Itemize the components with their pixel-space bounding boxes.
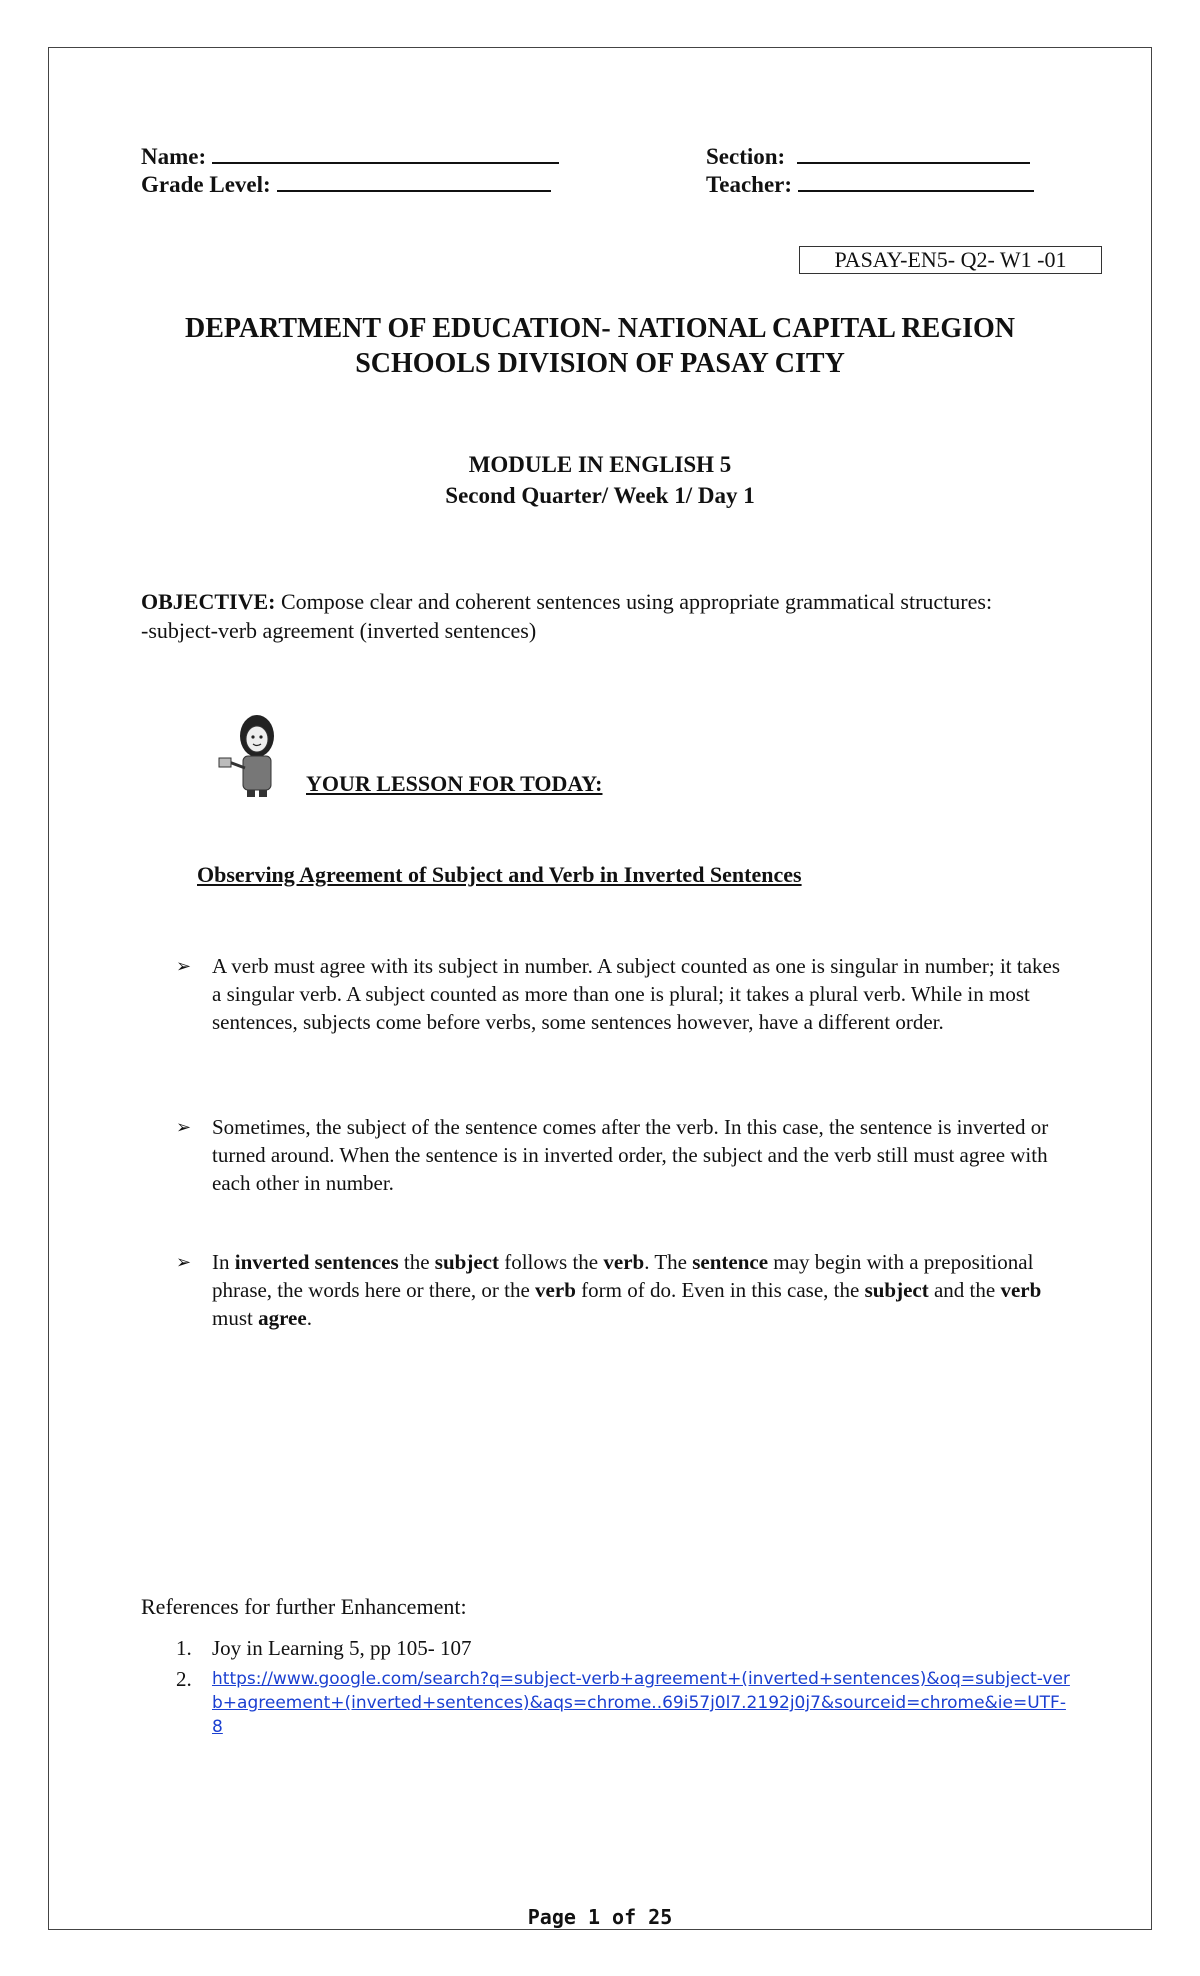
module-code: PASAY-EN5- Q2- W1 -01: [799, 246, 1102, 274]
grade-level-label: Grade Level:: [141, 172, 271, 197]
division-line: SCHOOLS DIVISION OF PASAY CITY: [355, 348, 845, 379]
section-label: Section:: [706, 144, 786, 169]
grade-level-field: [141, 170, 551, 199]
quarter-week-day: Second Quarter/ Week 1/ Day 1: [445, 483, 755, 508]
arrow-bullet-icon: ➢: [176, 1252, 192, 1272]
department-line: DEPARTMENT OF EDUCATION- NATIONAL CAPITAL REGION: [184, 313, 1016, 344]
reference-text: Joy in Learning 5, pp 105- 107: [212, 1636, 472, 1660]
section-blank[interactable]: [797, 142, 1030, 164]
lesson-subheading: Observing Agreement of Subject and Verb in Inverted Sentences: [197, 862, 802, 887]
module-title: [60, 449, 1140, 511]
section-field: [706, 142, 1030, 171]
arrow-bullet-icon: ➢: [176, 956, 192, 976]
grade-level-blank[interactable]: [277, 170, 551, 192]
arrow-bullet-icon: ➢: [176, 1117, 192, 1137]
objective: [141, 587, 1081, 645]
reference-link[interactable]: https://www.google.com/search?q=subject-verb+agreement+(inverted+sentences)&oq=subject-verb+agreement+(inverted+sentences)&aqs=chrome..69i57j0l7.2192j0j7&sourceid=chrome&ie=UTF-8: [212, 1669, 1070, 1737]
objective-line2: -subject-verb agreement (inverted sentences): [141, 618, 537, 643]
bullet-text-2: Sometimes, the subject of the sentence comes after the verb. In this case, the sentence is inverted or turned around. When the sentence is in inverted order, the subject and the verb still must agree with each other in number.: [212, 1115, 1049, 1195]
references-heading: References for further Enhancement:: [141, 1594, 467, 1619]
module-name: MODULE IN ENGLISH 5: [468, 452, 732, 477]
name-field: [141, 142, 559, 171]
teacher-label: Teacher:: [706, 172, 793, 197]
page-number: Page 1 of 25: [527, 1905, 673, 1929]
teacher-cartoon-icon: [213, 712, 291, 798]
teacher-field: [706, 170, 1034, 199]
reference-number: 2.: [176, 1667, 192, 1691]
objective-label: OBJECTIVE:: [141, 589, 276, 614]
lesson-heading: YOUR LESSON FOR TODAY:: [306, 771, 603, 796]
teacher-blank[interactable]: [798, 170, 1034, 192]
objective-text: Compose clear and coherent sentences using appropriate grammatical structures:: [275, 589, 993, 614]
name-label: Name:: [141, 144, 207, 169]
department-title: [60, 311, 1140, 381]
bullet-text-1: A verb must agree with its subject in number. A subject counted as one is singular in number; it takes a singular verb. A subject counted as more than one is plural; it takes a plural verb. While in most sentences, subjects come before verbs, some sentences however, have a different order.: [212, 954, 1061, 1034]
reference-number: 1.: [176, 1636, 192, 1660]
bullet-text-3: In inverted sentences the subject follows the verb. The sentence may begin with a prepositional phrase, the words here or there, or the verb form of do. Even in this case, the subject and the verb must agree.: [212, 1250, 1042, 1330]
name-blank[interactable]: [212, 142, 559, 164]
